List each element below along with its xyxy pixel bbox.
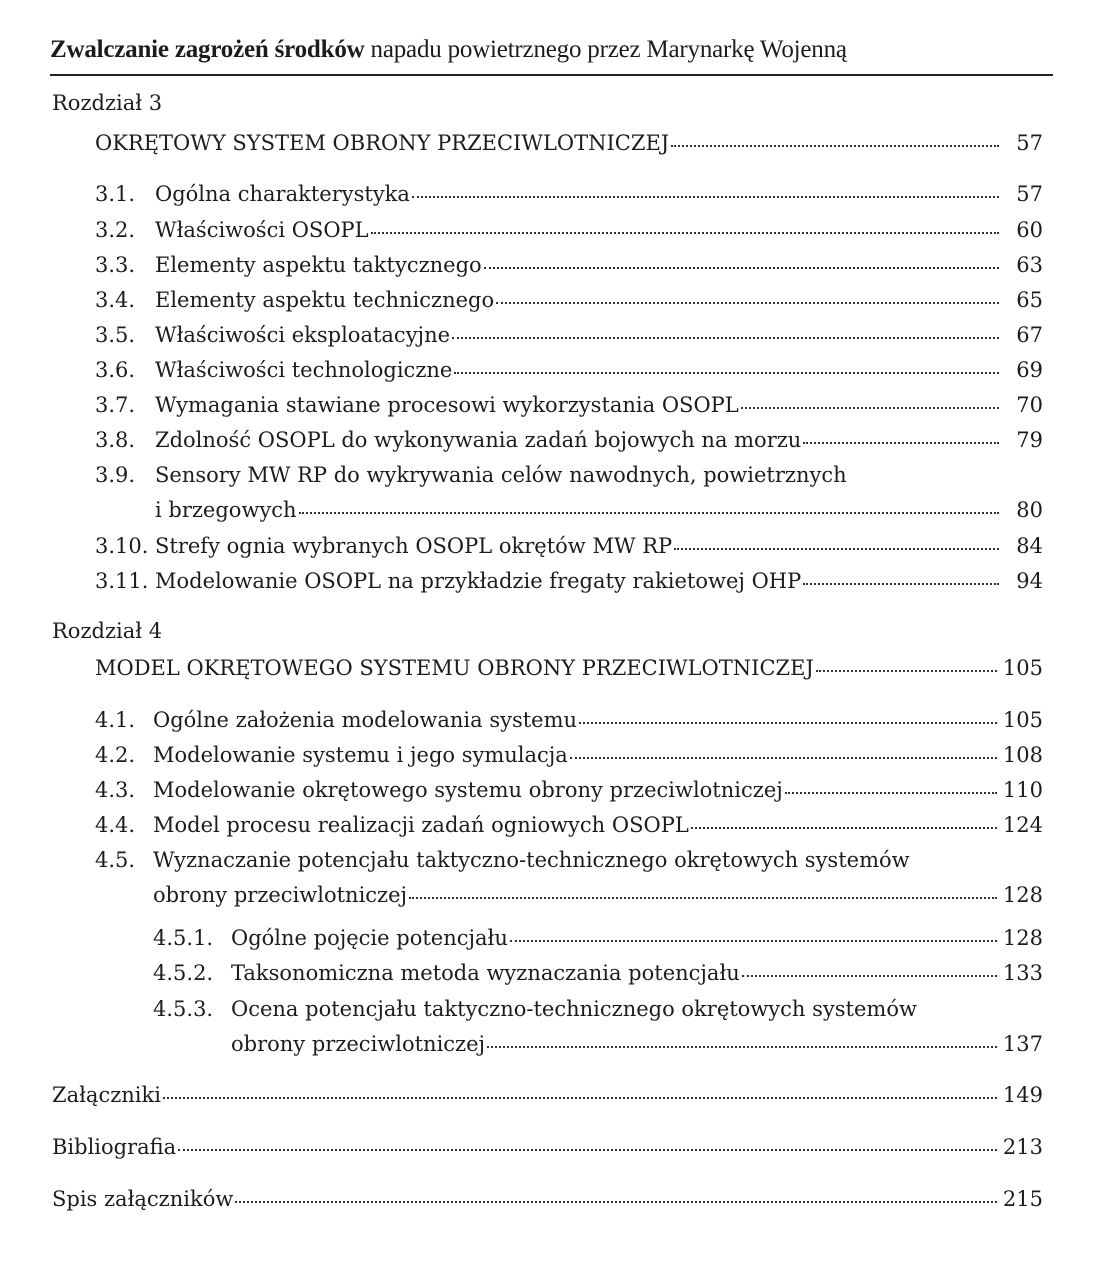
page-number: 80 bbox=[1016, 498, 1043, 522]
toc-entry bbox=[95, 389, 1043, 421]
section-number: 3.10. bbox=[95, 534, 149, 558]
page-number: 57 bbox=[1016, 131, 1043, 155]
page-number: 124 bbox=[1002, 813, 1043, 837]
section-title: Zdolność OSOPL do wykonywania zadań bojowych na morzu bbox=[155, 428, 802, 452]
subsection-title-continuation: obrony przeciwlotniczej bbox=[231, 1032, 486, 1056]
subsection-title: Ocena potencjału taktyczno-technicznego okrętowych systemów bbox=[231, 997, 917, 1021]
page-number: 128 bbox=[1002, 926, 1043, 950]
section-title: Sensory MW RP do wykrywania celów nawodnych, powietrznych bbox=[155, 463, 847, 487]
header-title-bold: Zwalczanie zagrożeń środków bbox=[50, 36, 365, 63]
section-title: Modelowanie OSOPL na przykładzie fregaty rakietowej OHP bbox=[155, 569, 802, 593]
section-title: Model procesu realizacji zadań ogniowych OSOPL bbox=[153, 813, 689, 837]
page-number: 108 bbox=[1002, 743, 1043, 767]
toc-entry bbox=[95, 530, 1043, 562]
section-number: 3.9. bbox=[95, 463, 136, 487]
toc-entry bbox=[95, 354, 1043, 386]
dot-leader bbox=[409, 897, 997, 899]
page-number: 60 bbox=[1016, 218, 1043, 242]
subsection-number: 4.5.2. bbox=[153, 961, 214, 985]
dot-leader bbox=[816, 670, 997, 672]
page-number: 69 bbox=[1016, 358, 1043, 382]
toc-entry bbox=[95, 565, 1043, 597]
dot-leader bbox=[579, 722, 997, 724]
section-title: Strefy ognia wybranych OSOPL okrętów MW RP bbox=[155, 534, 673, 558]
toc-entry-wrapped bbox=[95, 844, 910, 876]
dot-leader bbox=[412, 196, 999, 198]
toc-entry-continuation bbox=[155, 494, 1043, 526]
chapter-3-title: OKRĘTOWY SYSTEM OBRONY PRZECIWLOTNICZEJ bbox=[95, 131, 670, 155]
dot-leader bbox=[371, 232, 999, 234]
toc-entry bbox=[95, 739, 1043, 771]
section-title: Elementy aspektu technicznego bbox=[155, 288, 495, 312]
chapter-3-title-entry bbox=[95, 127, 1043, 159]
page-number: 110 bbox=[1002, 778, 1043, 802]
chapter-4-label: Rozdział 4 bbox=[52, 619, 163, 643]
dot-leader bbox=[487, 1046, 997, 1048]
section-number: 4.3. bbox=[95, 778, 136, 802]
subsection-title: Ogólne pojęcie potencjału bbox=[231, 926, 508, 950]
section-title: Właściwości eksploatacyjne bbox=[155, 323, 451, 347]
dot-leader bbox=[803, 583, 999, 585]
subsection-title: Taksonomiczna metoda wyznaczania potencjału bbox=[231, 961, 740, 985]
toc-subentry-wrapped bbox=[153, 993, 917, 1025]
page-number: 213 bbox=[1002, 1135, 1043, 1159]
page-number: 105 bbox=[1002, 656, 1043, 680]
page-number: 149 bbox=[1002, 1083, 1043, 1107]
dot-leader bbox=[454, 372, 999, 374]
toc-subentry bbox=[153, 922, 1043, 954]
section-title: Właściwości OSOPL bbox=[155, 218, 369, 242]
section-number: 4.2. bbox=[95, 743, 136, 767]
section-number: 4.1. bbox=[95, 708, 136, 732]
dot-leader bbox=[235, 1201, 997, 1203]
toc-subentry-continuation bbox=[231, 1028, 1043, 1060]
page-number: 137 bbox=[1002, 1032, 1043, 1056]
page-number: 63 bbox=[1016, 253, 1043, 277]
section-title: Wymagania stawiane procesowi wykorzystania OSOPL bbox=[155, 393, 739, 417]
backmatter-entry-spis-zalacznikow bbox=[52, 1183, 1043, 1215]
toc-entry-wrapped bbox=[95, 459, 847, 491]
dot-leader bbox=[163, 1097, 997, 1099]
backmatter-title: Załączniki bbox=[52, 1083, 161, 1107]
backmatter-title: Bibliografia bbox=[52, 1135, 177, 1159]
toc-subentry bbox=[153, 957, 1043, 989]
toc-entry bbox=[95, 424, 1043, 456]
toc-entry bbox=[95, 178, 1043, 210]
section-title: Elementy aspektu taktycznego bbox=[155, 253, 482, 277]
dot-leader bbox=[674, 548, 999, 550]
dot-leader bbox=[510, 940, 997, 942]
toc-entry-continuation bbox=[153, 879, 1043, 911]
toc-entry bbox=[95, 249, 1043, 281]
section-title: Wyznaczanie potencjału taktyczno-technicznego okrętowych systemów bbox=[153, 848, 910, 872]
page-number: 67 bbox=[1016, 323, 1043, 347]
page-number: 57 bbox=[1016, 182, 1043, 206]
dot-leader bbox=[803, 442, 999, 444]
subsection-number: 4.5.1. bbox=[153, 926, 214, 950]
section-title: Ogólna charakterystyka bbox=[155, 182, 410, 206]
dot-leader bbox=[178, 1149, 997, 1151]
toc-entry bbox=[95, 319, 1043, 351]
section-number: 3.1. bbox=[95, 182, 136, 206]
dot-leader bbox=[570, 757, 997, 759]
page-number: 79 bbox=[1016, 428, 1043, 452]
section-title-continuation: obrony przeciwlotniczej bbox=[153, 883, 408, 907]
backmatter-title: Spis załączników bbox=[52, 1187, 234, 1211]
dot-leader bbox=[496, 302, 999, 304]
chapter-4-title: MODEL OKRĘTOWEGO SYSTEMU OBRONY PRZECIWLOTNICZEJ bbox=[95, 656, 814, 680]
toc-entry bbox=[95, 774, 1043, 806]
section-number: 4.5. bbox=[95, 848, 136, 872]
section-number: 3.11. bbox=[95, 569, 149, 593]
dot-leader bbox=[671, 145, 999, 147]
section-title: Modelowanie okrętowego systemu obrony przeciwlotniczej bbox=[153, 778, 783, 802]
section-number: 3.4. bbox=[95, 288, 136, 312]
toc-entry bbox=[95, 214, 1043, 246]
page-number: 105 bbox=[1002, 708, 1043, 732]
section-number: 3.5. bbox=[95, 323, 136, 347]
section-title: Modelowanie systemu i jego symulacja bbox=[153, 743, 568, 767]
section-number: 4.4. bbox=[95, 813, 136, 837]
page-number: 94 bbox=[1016, 569, 1043, 593]
page-number: 133 bbox=[1002, 961, 1043, 985]
section-number: 3.8. bbox=[95, 428, 136, 452]
section-number: 3.6. bbox=[95, 358, 136, 382]
section-number: 3.3. bbox=[95, 253, 136, 277]
page-number: 215 bbox=[1002, 1187, 1043, 1211]
section-title: Właściwości technologiczne bbox=[155, 358, 453, 382]
dot-leader bbox=[741, 407, 999, 409]
page-number: 128 bbox=[1002, 883, 1043, 907]
section-title: Ogólne założenia modelowania systemu bbox=[153, 708, 578, 732]
dot-leader bbox=[452, 337, 999, 339]
dot-leader bbox=[691, 827, 997, 829]
section-number: 3.7. bbox=[95, 393, 136, 417]
backmatter-entry-zalaczniki bbox=[52, 1079, 1043, 1111]
dot-leader bbox=[742, 975, 997, 977]
page-number: 84 bbox=[1016, 534, 1043, 558]
backmatter-entry-bibliografia bbox=[52, 1131, 1043, 1163]
chapter-3-label: Rozdział 3 bbox=[52, 91, 163, 115]
dot-leader bbox=[299, 512, 999, 514]
page-number: 65 bbox=[1016, 288, 1043, 312]
toc-entry bbox=[95, 284, 1043, 316]
dot-leader bbox=[785, 792, 997, 794]
chapter-4-title-entry bbox=[95, 652, 1043, 684]
header-title-rest: napadu powietrznego przez Marynarkę Wojenną bbox=[364, 36, 847, 63]
toc-entry bbox=[95, 704, 1043, 736]
subsection-number: 4.5.3. bbox=[153, 997, 214, 1021]
dot-leader bbox=[484, 267, 999, 269]
page-number: 70 bbox=[1016, 393, 1043, 417]
section-number: 3.2. bbox=[95, 218, 136, 242]
section-title-continuation: i brzegowych bbox=[155, 498, 297, 522]
running-header bbox=[50, 36, 1053, 76]
toc-entry bbox=[95, 809, 1043, 841]
